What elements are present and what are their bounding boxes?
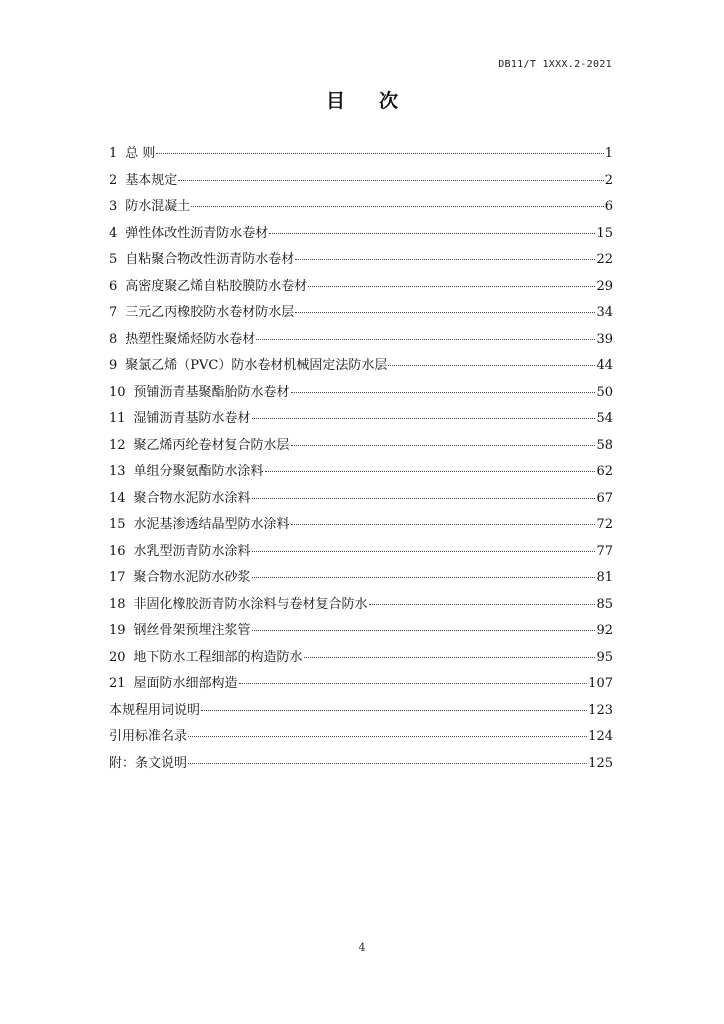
toc-entry-page: 67 (596, 490, 613, 506)
toc-entry-page: 125 (588, 755, 613, 771)
toc-dot-leader (252, 551, 596, 552)
toc-entry-page: 123 (588, 702, 613, 718)
toc-entry-label: 防水混凝土 (125, 199, 191, 214)
toc-entry[interactable] (109, 382, 613, 409)
toc-dot-leader (256, 339, 595, 340)
toc-entry-label: 钢丝骨架预埋注浆管 (133, 623, 251, 638)
toc-entry-number: 13 (109, 464, 126, 479)
toc-dot-leader (291, 524, 596, 525)
toc-dot-leader (369, 604, 596, 605)
toc-entry-page: 81 (596, 570, 613, 585)
toc-dot-leader (291, 445, 596, 446)
toc-dot-leader (252, 577, 596, 578)
toc-dot-leader (252, 418, 596, 419)
page-number: 4 (358, 941, 366, 954)
toc-entry[interactable] (109, 620, 613, 647)
toc-entry-number: 14 (109, 490, 126, 506)
toc-dot-leader (201, 710, 587, 711)
toc-entry-number: 11 (109, 411, 126, 426)
toc-dot-leader (188, 736, 587, 737)
toc-entry-number: 1 (109, 146, 118, 161)
toc-entry[interactable] (109, 329, 613, 356)
toc-entry-label: 三元乙丙橡胶防水卷材防水层 (125, 305, 295, 320)
toc-entry[interactable] (109, 700, 613, 727)
toc-entry-page: 58 (596, 437, 613, 453)
toc-entry[interactable] (109, 170, 613, 197)
toc-dot-leader (295, 259, 595, 260)
toc-entry-label: 地下防水工程细部的构造防水 (133, 649, 303, 665)
toc-dot-leader (308, 286, 595, 287)
toc-entry-number: 9 (109, 358, 118, 373)
toc-entry-label: 水泥基渗透结晶型防水涂料 (133, 517, 290, 532)
toc-entry-number: 21 (109, 676, 126, 691)
toc-entry[interactable] (109, 726, 613, 753)
toc-entry-number: 20 (109, 649, 126, 665)
toc-entry-page: 62 (596, 464, 613, 479)
toc-entry[interactable] (109, 355, 613, 382)
toc-entry-label: 引用标准名录 (109, 729, 188, 744)
toc-entry[interactable] (109, 673, 613, 700)
toc-entry-page: 77 (596, 543, 613, 559)
toc-dot-leader (252, 498, 596, 499)
toc-dot-leader (188, 763, 587, 764)
toc-entry[interactable] (109, 435, 613, 462)
toc-entry-number: 8 (109, 331, 118, 347)
document-code: DB11/T 1XXX.2-2021 (498, 59, 612, 70)
toc-entry-label: 总 则 (125, 146, 156, 161)
toc-entry[interactable] (109, 541, 613, 568)
toc-entry-page: 39 (596, 331, 613, 347)
toc-entry[interactable] (109, 408, 613, 435)
toc-entry-label: 湿铺沥青基防水卷材 (133, 411, 251, 426)
toc-entry-label: 单组分聚氨酯防水涂料 (133, 464, 264, 479)
toc-entry[interactable] (109, 753, 613, 780)
toc-dot-leader (295, 312, 595, 313)
toc-entry[interactable] (109, 488, 613, 515)
toc-entry-page: 85 (596, 596, 613, 612)
page-title: 目次 (325, 90, 432, 112)
toc-dot-leader (291, 392, 596, 393)
toc-entry-page: 29 (596, 278, 613, 294)
toc-entry-page: 1 (604, 146, 613, 161)
toc-entry[interactable] (109, 276, 613, 303)
table-of-contents (109, 143, 613, 779)
toc-entry[interactable] (109, 223, 613, 250)
toc-entry[interactable] (109, 302, 613, 329)
toc-entry[interactable] (109, 143, 613, 170)
toc-entry-page: 6 (604, 199, 613, 214)
toc-entry-label: 附：条文说明 (109, 755, 188, 771)
toc-entry-page: 72 (596, 517, 613, 532)
toc-dot-leader (265, 471, 596, 472)
toc-entry-number: 18 (109, 596, 126, 612)
toc-entry-number: 3 (109, 199, 118, 214)
toc-entry-page: 22 (596, 252, 613, 267)
toc-entry-page: 124 (588, 729, 613, 744)
toc-entry-number: 7 (109, 305, 118, 320)
toc-entry-page: 15 (596, 225, 613, 241)
toc-entry-number: 12 (109, 437, 126, 453)
toc-entry[interactable] (109, 514, 613, 541)
toc-entry-label: 聚合物水泥防水涂料 (133, 490, 251, 506)
toc-entry-page: 2 (604, 172, 613, 188)
toc-entry-label: 热塑性聚烯烃防水卷材 (125, 331, 256, 347)
toc-dot-leader (252, 630, 596, 631)
toc-entry-page: 34 (596, 305, 613, 320)
toc-dot-leader (191, 206, 603, 207)
toc-entry-label: 非固化橡胶沥青防水涂料与卷材复合防水 (133, 596, 368, 612)
toc-entry[interactable] (109, 594, 613, 621)
toc-entry-number: 19 (109, 623, 126, 638)
toc-entry-label: 高密度聚乙烯自粘胶膜防水卷材 (125, 278, 308, 294)
toc-entry-label: 聚乙烯丙纶卷材复合防水层 (133, 437, 290, 453)
toc-entry-label: 聚合物水泥防水砂浆 (133, 570, 251, 585)
toc-entry-number: 15 (109, 517, 126, 532)
toc-dot-leader (239, 683, 588, 684)
toc-entry-label: 本规程用词说明 (109, 702, 201, 718)
toc-entry-page: 54 (596, 411, 613, 426)
toc-entry-label: 弹性体改性沥青防水卷材 (125, 225, 269, 241)
toc-entry-page: 107 (588, 676, 613, 691)
toc-entry-number: 10 (109, 384, 126, 400)
toc-entry-number: 5 (109, 252, 118, 267)
toc-entry[interactable] (109, 249, 613, 276)
toc-entry-number: 4 (109, 225, 118, 241)
toc-entry-page: 95 (596, 649, 613, 665)
toc-entry-label: 聚氯乙烯（PVC）防水卷材机械固定法防水层 (125, 358, 388, 373)
toc-entry-label: 水乳型沥青防水涂料 (133, 543, 251, 559)
toc-entry-label: 屋面防水细部构造 (133, 676, 238, 691)
toc-entry-page: 92 (596, 623, 613, 638)
toc-entry[interactable] (109, 567, 613, 594)
toc-entry-number: 2 (109, 172, 118, 188)
toc-entry-number: 6 (109, 278, 118, 294)
toc-entry-number: 16 (109, 543, 126, 559)
toc-dot-leader (388, 365, 595, 366)
toc-entry-label: 预铺沥青基聚酯胎防水卷材 (133, 384, 290, 400)
toc-entry-page: 44 (596, 358, 613, 373)
toc-entry-label: 自粘聚合物改性沥青防水卷材 (125, 252, 295, 267)
toc-entry[interactable] (109, 461, 613, 488)
toc-dot-leader (156, 153, 603, 154)
toc-entry[interactable] (109, 196, 613, 223)
toc-dot-leader (269, 233, 595, 234)
toc-entry-label: 基本规定 (125, 172, 178, 188)
toc-dot-leader (178, 180, 603, 181)
toc-dot-leader (304, 657, 596, 658)
toc-entry-page: 50 (596, 384, 613, 400)
toc-entry-number: 17 (109, 570, 126, 585)
toc-entry[interactable] (109, 647, 613, 674)
